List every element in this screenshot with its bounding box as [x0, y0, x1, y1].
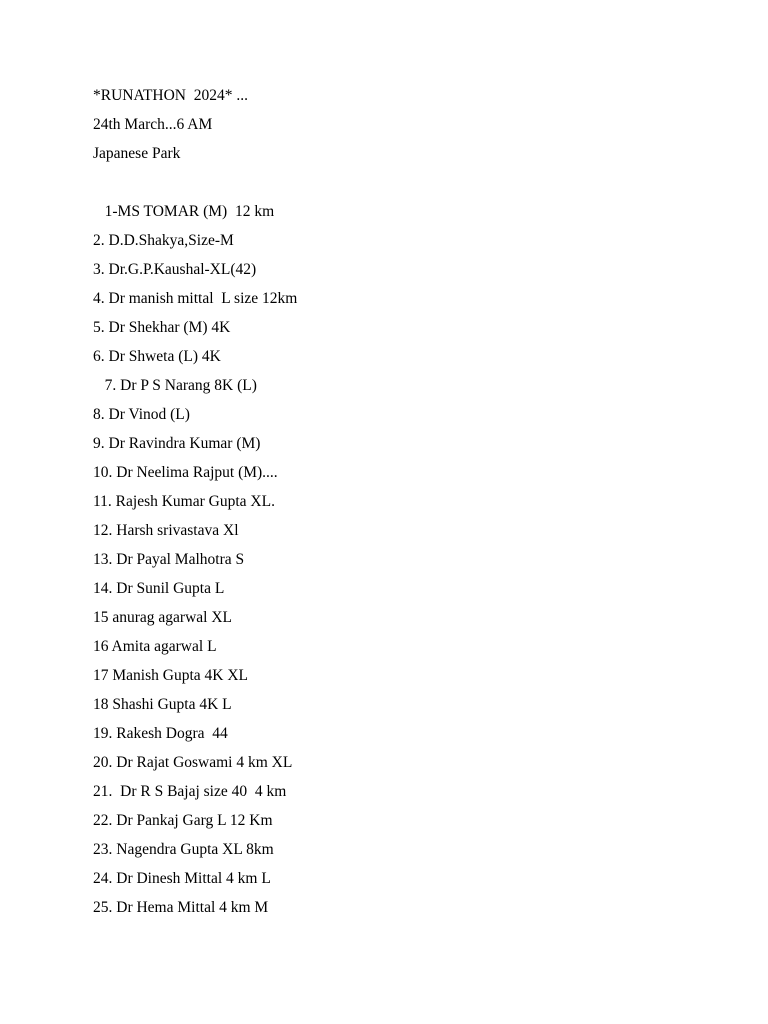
participant-entry: 12. Harsh srivastava Xl [93, 522, 239, 539]
event-date-time: 24th March...6 AM [93, 116, 213, 133]
participant-entry: 10. Dr Neelima Rajput (M).... [93, 464, 278, 481]
participant-entry: 21. Dr R S Bajaj size 40 4 km [93, 783, 287, 800]
participant-entry: 16 Amita agarwal L [93, 638, 217, 655]
participant-entry: 20. Dr Rajat Goswami 4 km XL [93, 754, 293, 771]
participant-entry: 14. Dr Sunil Gupta L [93, 580, 225, 597]
event-title: *RUNATHON 2024* ... [93, 87, 248, 104]
event-venue: Japanese Park [93, 145, 181, 162]
participant-entry: 22. Dr Pankaj Garg L 12 Km [93, 812, 273, 829]
participant-entry: 23. Nagendra Gupta XL 8km [93, 841, 274, 858]
participant-entry: 7. Dr P S Narang 8K (L) [93, 377, 257, 394]
participant-entry: 11. Rajesh Kumar Gupta XL. [93, 493, 275, 510]
participant-entry: 25. Dr Hema Mittal 4 km M [93, 899, 269, 916]
participant-entry: 3. Dr.G.P.Kaushal-XL(42) [93, 261, 257, 278]
document-body [93, 86, 693, 927]
participant-entry: 17 Manish Gupta 4K XL [93, 667, 248, 684]
participant-list [93, 202, 693, 927]
participant-entry: 5. Dr Shekhar (M) 4K [93, 319, 231, 336]
participant-entry: 24. Dr Dinesh Mittal 4 km L [93, 870, 271, 887]
participant-entry: 15 anurag agarwal XL [93, 609, 233, 626]
participant-entry: 9. Dr Ravindra Kumar (M) [93, 435, 261, 452]
participant-entry: 6. Dr Shweta (L) 4K [93, 348, 221, 365]
participant-entry: 2. D.D.Shakya,Size-M [93, 232, 234, 249]
participant-entry: 13. Dr Payal Malhotra S [93, 551, 245, 568]
participant-entry: 1-MS TOMAR (M) 12 km [93, 203, 275, 220]
participant-entry: 19. Rakesh Dogra 44 [93, 725, 228, 742]
participant-entry: 18 Shashi Gupta 4K L [93, 696, 232, 713]
blank-line [93, 173, 693, 202]
participant-entry: 8. Dr Vinod (L) [93, 406, 190, 423]
participant-entry: 4. Dr manish mittal L size 12km [93, 290, 298, 307]
